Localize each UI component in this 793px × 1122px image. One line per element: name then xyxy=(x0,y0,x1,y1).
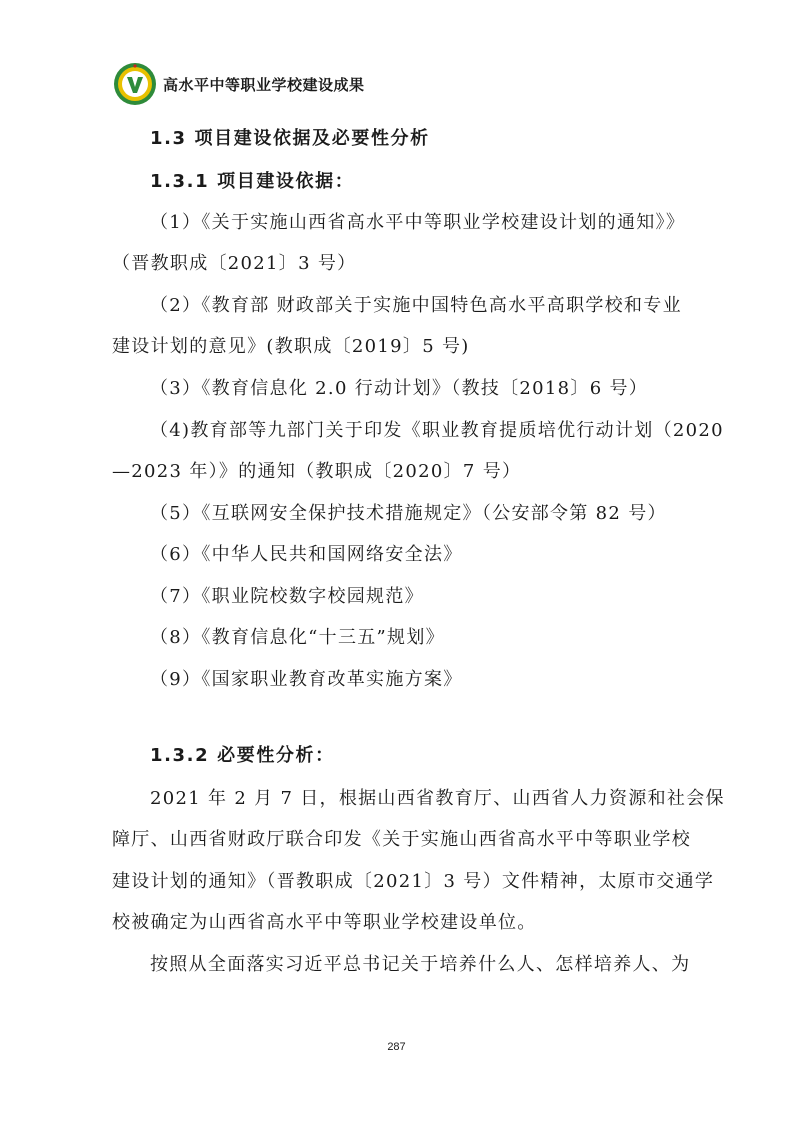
basis-item-3: （3）《教育信息化 2.0 行动计划》（教技〔2018〕6 号） xyxy=(150,378,649,399)
necessity-paragraph-1-line-1: 2021 年 2 月 7 日，根据山西省教育厅、山西省人力资源和社会保 xyxy=(150,788,725,809)
header-title: 高水平中等职业学校建设成果 xyxy=(163,75,365,94)
necessity-heading: 1.3.2 必要性分析： xyxy=(150,745,335,766)
section-title: 1.3 项目建设依据及必要性分析 xyxy=(150,128,430,149)
basis-item-4-line-1: （4)教育部等九部门关于印发《职业教育提质培优行动计划（2020 xyxy=(150,420,724,441)
basis-item-7: （7）《职业院校数字校园规范》 xyxy=(150,586,424,607)
basis-item-2-line-2: 建设计划的意见》(教职成〔2019〕5 号) xyxy=(112,336,470,357)
basis-item-1-line-2: （晋教职成〔2021〕3 号） xyxy=(112,253,357,274)
basis-item-8: （8）《教育信息化“十三五”规划》 xyxy=(150,627,445,648)
basis-item-9: （9）《国家职业教育改革实施方案》 xyxy=(150,669,463,690)
page-header xyxy=(113,62,365,106)
basis-item-6: （6）《中华人民共和国网络安全法》 xyxy=(150,544,463,565)
school-logo-icon xyxy=(113,62,157,106)
basis-item-1-line-1: （1）《关于实施山西省高水平中等职业学校建设计划的通知》》 xyxy=(150,212,686,233)
basis-item-2-line-1: （2）《教育部 财政部关于实施中国特色高水平高职学校和专业 xyxy=(150,295,682,316)
necessity-paragraph-2-line-1: 按照从全面落实习近平总书记关于培养什么人、怎样培养人、为 xyxy=(150,954,691,975)
basis-item-4-line-2: —2023 年）》的通知（教职成〔2020〕7 号） xyxy=(112,461,522,482)
basis-heading: 1.3.1 项目建设依据： xyxy=(150,171,355,192)
necessity-paragraph-1-line-4: 校被确定为山西省高水平中等职业学校建设单位。 xyxy=(112,912,537,933)
page-number: 287 xyxy=(387,1041,406,1053)
necessity-paragraph-1-line-3: 建设计划的通知》（晋教职成〔2021〕3 号）文件精神，太原市交通学 xyxy=(112,871,715,892)
basis-item-5: （5）《互联网安全保护技术措施规定》（公安部令第 82 号） xyxy=(150,503,667,524)
necessity-paragraph-1-line-2: 障厅、山西省财政厅联合印发《关于实施山西省高水平中等职业学校 xyxy=(112,829,691,850)
